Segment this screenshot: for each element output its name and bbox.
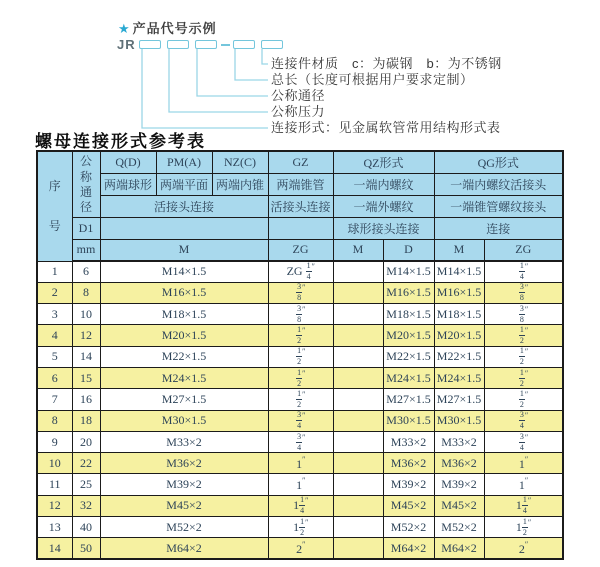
cell-qg-m: M22×1.5 [434,346,484,367]
cell-zg: $\frac{1}{2}$ ″ [268,325,333,346]
cell-mm: 25 [72,474,100,495]
table-row [37,431,563,452]
cell-qz-d: M45×2 [383,495,434,516]
cell-mm: 50 [72,538,100,559]
header-qz-desc1: 一端内螺纹 [333,173,434,195]
cell-qg-m: M24×1.5 [434,367,484,388]
cell-union-m: M36×2 [100,453,268,474]
table-row [37,346,563,367]
cell-qz-m [333,346,383,367]
header-gz: GZ [268,151,333,173]
cell-index: 2 [37,282,72,303]
table-row [37,261,563,282]
cell-qg-zg: $\frac{3}{4}$ ″ [484,431,563,452]
cell-qz-d: M14×1.5 [383,261,434,282]
table-row [37,474,563,495]
cell-qg-m: M18×1.5 [434,304,484,325]
table-row [37,495,563,516]
cell-qg-m: M39×2 [434,474,484,495]
label-nominal-pressure: 公称压力 [271,104,326,119]
cell-zg: $\frac{3}{8}$ ″ [268,304,333,325]
header-unit-m3: M [434,239,484,261]
cell-qg-zg: $\frac{1}{2}$ ″ [484,367,563,388]
cell-union-m: M45×2 [100,495,268,516]
table-title: 螺母连接形式参考表 [35,132,206,151]
cell-union-m: M22×1.5 [100,346,268,367]
cell-index: 4 [37,325,72,346]
cell-qg-zg: $\frac{1}{2}$ ″ [484,389,563,410]
header-nominal-diameter: 公 称 通 径 [72,151,100,217]
cell-qg-zg: 2″ [484,538,563,559]
cell-qg-zg: $\frac{3}{4}$ ″ [484,410,563,431]
cell-qg-zg: 1″ [484,453,563,474]
cell-qz-d: M22×1.5 [383,346,434,367]
cell-qz-m [333,410,383,431]
cell-qz-m [333,389,383,410]
cell-zg: ZG $\frac{1}{4}$ ″ [268,261,333,282]
cell-qz-d: M30×1.5 [383,410,434,431]
cell-qg-m: M14×1.5 [434,261,484,282]
cell-index: 5 [37,346,72,367]
header-row-3 [37,195,563,217]
cell-union-m: M52×2 [100,517,268,538]
table-row [37,538,563,559]
cell-qg-zg: $\frac{1}{2}$ ″ [484,346,563,367]
header-unit-m1: M [100,239,268,261]
cell-qg-zg: 1″ [484,474,563,495]
cell-qg-m: M30×1.5 [434,410,484,431]
cell-zg: 1″ [268,453,333,474]
cell-index: 7 [37,389,72,410]
header-unit-mm: mm [72,239,100,261]
header-qz-desc2: 一端外螺纹 [333,195,434,217]
header-qg-desc1: 一端内螺纹活接头 [434,173,563,195]
cell-index: 1 [37,261,72,282]
header-pm-desc: 两端平面 [156,173,212,195]
header-pm-a: PM(A) [156,151,212,173]
table-row [37,367,563,388]
cell-qz-d: M20×1.5 [383,325,434,346]
header-nz-desc: 两端内锥 [212,173,268,195]
header-row-2 [37,173,563,195]
cell-zg: 2″ [268,538,333,559]
table-row [37,304,563,325]
header-gz-connection: 活接头连接 [268,195,333,217]
header-unit-m2: M [333,239,383,261]
cell-qg-zg: $\frac{1}{4}$ ″ [484,261,563,282]
product-code-heading-text: 产品代号示例 [132,21,217,36]
cell-mm: 14 [72,346,100,367]
cell-qz-m [333,304,383,325]
header-index: 序 号 [37,151,72,261]
cell-zg: 1 $\frac{1}{2}$ ″ [268,517,333,538]
cell-union-m: M16×1.5 [100,282,268,303]
header-qg-form: QG形式 [434,151,563,173]
cell-qg-m: M64×2 [434,538,484,559]
cell-zg: $\frac{3}{4}$ ″ [268,431,333,452]
cell-union-m: M64×2 [100,538,268,559]
header-row-1 [37,151,563,173]
cell-mm: 20 [72,431,100,452]
table-row [37,453,563,474]
cell-qz-m [333,453,383,474]
cell-qg-m: M36×2 [434,453,484,474]
cell-qg-m: M27×1.5 [434,389,484,410]
header-row-4 [37,217,563,239]
cell-qz-m [333,431,383,452]
cell-qz-d: M36×2 [383,453,434,474]
cell-union-m: M30×1.5 [100,410,268,431]
cell-mm: 40 [72,517,100,538]
cell-qz-m [333,538,383,559]
cell-qg-m: M33×2 [434,431,484,452]
label-total-length: 总长（长度可根据用户要求定制） [271,72,474,87]
cell-mm: 6 [72,261,100,282]
label-nominal-diameter: 公称通径 [271,88,326,103]
cell-union-m: M14×1.5 [100,261,268,282]
cell-union-m: M24×1.5 [100,367,268,388]
header-union-connection: 活接头连接 [100,195,268,217]
table-row [37,410,563,431]
cell-qg-zg: $\frac{1}{2}$ ″ [484,325,563,346]
cell-zg: $\frac{3}{8}$ ″ [268,282,333,303]
cell-index: 6 [37,367,72,388]
star-icon: ★ [118,21,131,36]
cell-mm: 16 [72,389,100,410]
header-empty-2 [268,217,333,239]
cell-zg: $\frac{1}{2}$ ″ [268,367,333,388]
cell-zg: $\frac{1}{2}$ ″ [268,389,333,410]
cell-qz-m [333,367,383,388]
cell-index: 14 [37,538,72,559]
cell-qz-d: M39×2 [383,474,434,495]
cell-qg-m: M16×1.5 [434,282,484,303]
cell-mm: 10 [72,304,100,325]
table-row [37,517,563,538]
code-prefix: JR [117,37,136,52]
cell-mm: 18 [72,410,100,431]
cell-mm: 15 [72,367,100,388]
table-row [37,325,563,346]
label-connection-form: 连接形式：见金属软管常用结构形式表 [271,120,501,135]
cell-qz-d: M64×2 [383,538,434,559]
header-empty-1 [100,217,268,239]
cell-qz-d: M52×2 [383,517,434,538]
cell-qz-m [333,474,383,495]
cell-qg-zg: $\frac{3}{8}$ ″ [484,282,563,303]
cell-qz-m [333,261,383,282]
cell-qz-d: M18×1.5 [383,304,434,325]
cell-mm: 8 [72,282,100,303]
header-unit-d: D [383,239,434,261]
header-unit-zg2: ZG [484,239,563,261]
cell-union-m: M20×1.5 [100,325,268,346]
cell-index: 3 [37,304,72,325]
header-q-desc: 两端球形 [100,173,156,195]
cell-union-m: M18×1.5 [100,304,268,325]
header-qz-connection: 球形接头连接 [333,217,434,239]
header-qg-desc2: 一端锥管螺纹接头 [434,195,563,217]
header-gz-desc: 两端锥管 [268,173,333,195]
header-nz-c: NZ(C) [212,151,268,173]
label-material: 连接件材质 c：为碳钢 b：为不锈钢 [271,56,502,71]
cell-index: 10 [37,453,72,474]
header-q-d: Q(D) [100,151,156,173]
cell-qz-d: M16×1.5 [383,282,434,303]
cell-qg-zg: $\frac{3}{8}$ ″ [484,304,563,325]
cell-zg: 1 $\frac{1}{4}$ ″ [268,495,333,516]
cell-zg: $\frac{3}{4}$ ″ [268,410,333,431]
header-unit-zg1: ZG [268,239,333,261]
cell-index: 9 [37,431,72,452]
cell-mm: 12 [72,325,100,346]
header-row-5 [37,239,563,261]
table-row [37,282,563,303]
cell-index: 11 [37,474,72,495]
header-d1: D1 [72,217,100,239]
cell-index: 12 [37,495,72,516]
cell-qg-m: M20×1.5 [434,325,484,346]
cell-mm: 22 [72,453,100,474]
table-header [37,151,563,261]
cell-union-m: M27×1.5 [100,389,268,410]
table-row [37,389,563,410]
cell-mm: 32 [72,495,100,516]
cell-union-m: M39×2 [100,474,268,495]
cell-zg: $\frac{1}{2}$ ″ [268,346,333,367]
cell-index: 13 [37,517,72,538]
cell-qz-d: M27×1.5 [383,389,434,410]
cell-zg: 1″ [268,474,333,495]
table-body [37,261,563,559]
cell-qz-d: M33×2 [383,431,434,452]
cell-index: 8 [37,410,72,431]
cell-qz-m [333,282,383,303]
cell-qg-zg: 1 $\frac{1}{4}$ ″ [484,495,563,516]
cell-qg-m: M52×2 [434,517,484,538]
cell-union-m: M33×2 [100,431,268,452]
cell-qg-zg: 1 $\frac{1}{2}$ ″ [484,517,563,538]
cell-qg-m: M45×2 [434,495,484,516]
cell-qz-d: M24×1.5 [383,367,434,388]
cell-qz-m [333,517,383,538]
header-qg-connection: 连接 [434,217,563,239]
reference-table [36,150,564,560]
cell-qz-m [333,325,383,346]
header-qz-form: QZ形式 [333,151,434,173]
cell-qz-m [333,495,383,516]
